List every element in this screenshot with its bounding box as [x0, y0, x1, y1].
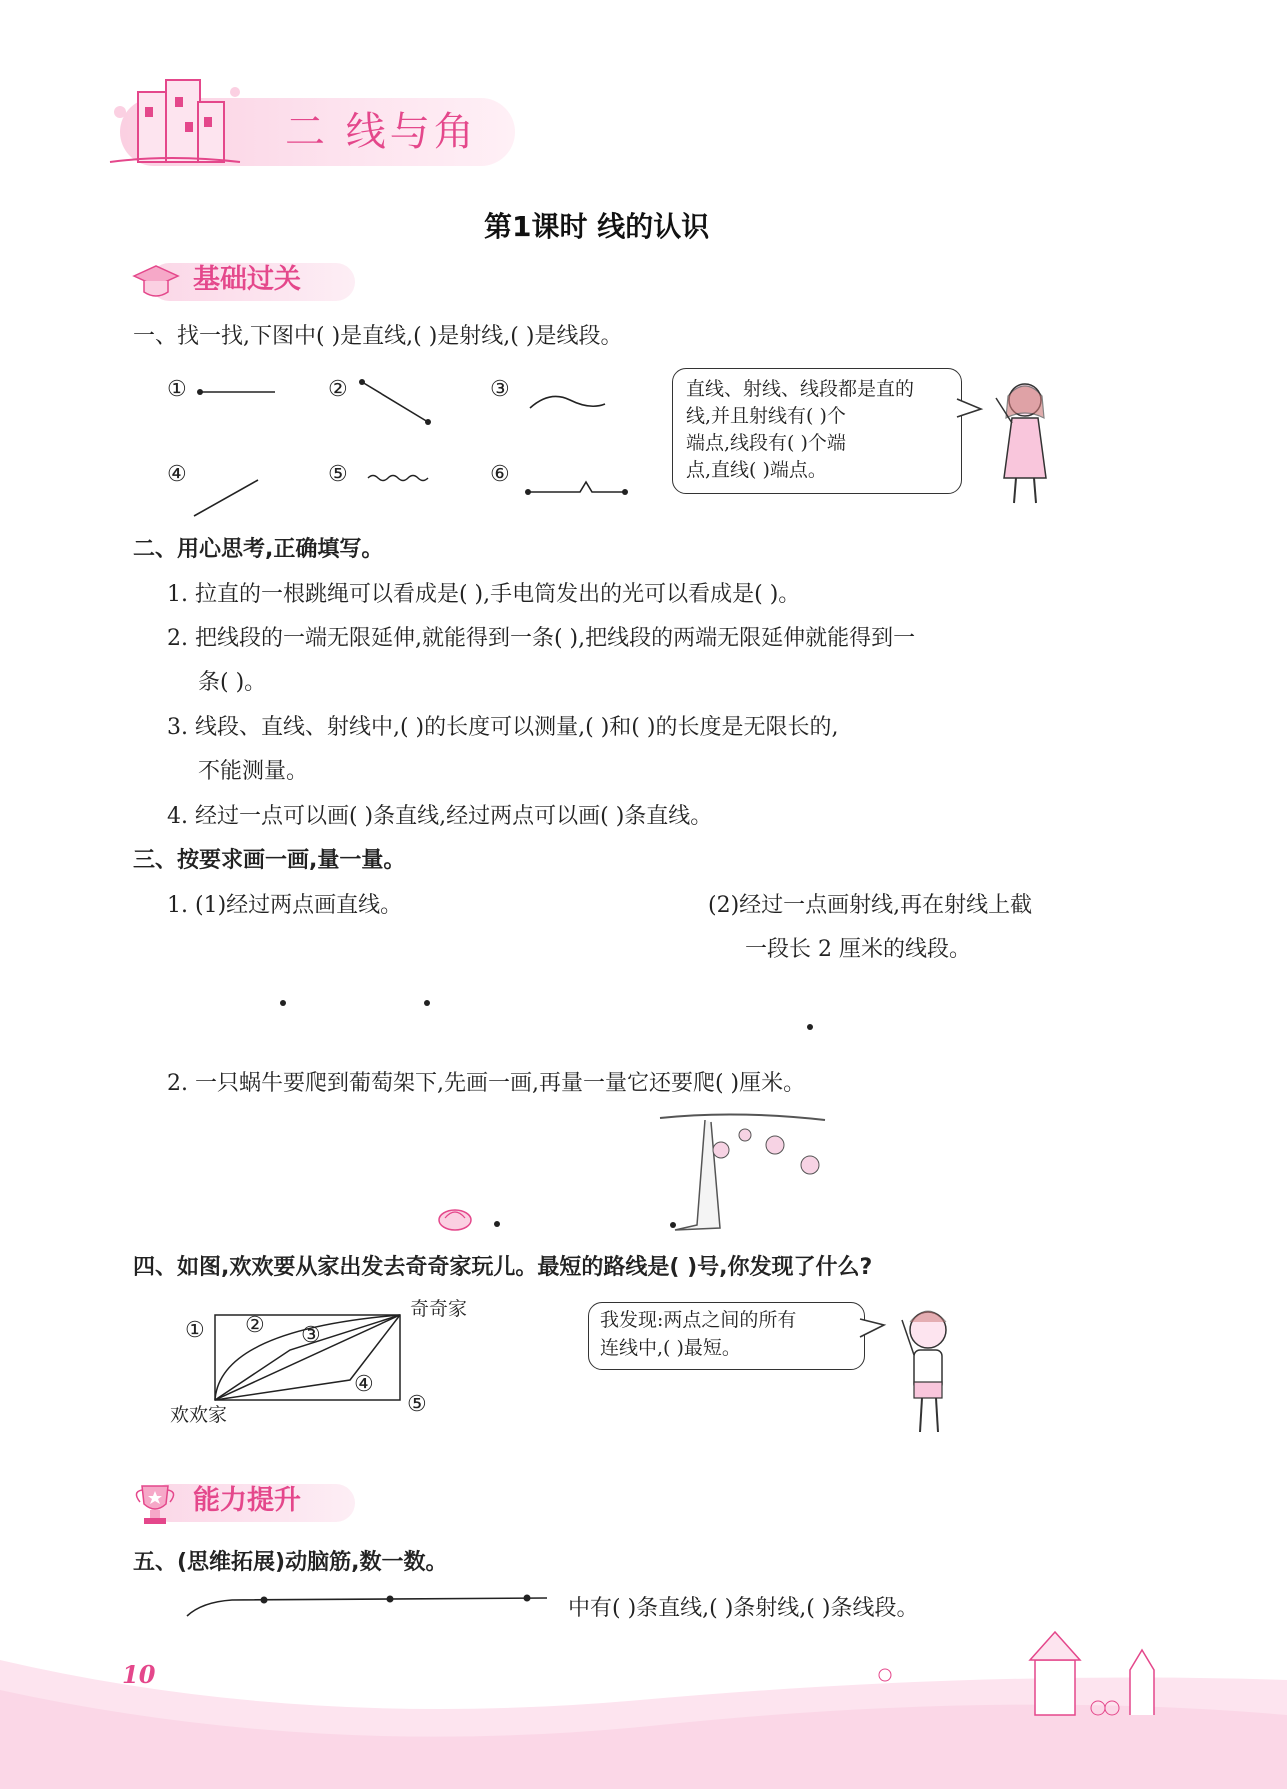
q4-route-5: ⑤: [407, 1392, 427, 1417]
q4-prompt: 四、如图,欢欢要从家出发去奇奇家玩儿。最短的路线是( )号,你发现了什么?: [133, 1255, 873, 1280]
q1-label-4: ④: [167, 462, 187, 487]
bubble-tail: [955, 395, 985, 425]
q3-item-1a: 1. (1)经过两点画直线。: [167, 893, 403, 918]
snail-and-grape-trellis: [435, 1110, 835, 1235]
bubble-tail: [858, 1315, 888, 1345]
q4-end-label: 奇奇家: [410, 1298, 468, 1320]
q2-prompt: 二、用心思考,正确填写。: [133, 537, 384, 562]
q4-route-4: ④: [354, 1372, 374, 1397]
q3-points: [270, 990, 820, 1040]
section-badge-basic: 基础过关: [193, 264, 301, 295]
q1-label-3: ③: [490, 377, 510, 402]
q4-route-1: ①: [185, 1318, 205, 1343]
q4-start-label: 欢欢家: [170, 1404, 228, 1426]
q1-hint-line-4: 点,直线( )端点。: [686, 459, 827, 481]
q2-item-3-cont: 不能测量。: [198, 759, 309, 784]
q4-route-3: ③: [301, 1323, 321, 1348]
q1-label-5: ⑤: [328, 462, 348, 487]
q2-item-2: 2. 把线段的一端无限延伸,就能得到一条( ),把线段的两端无限延伸就能得到一: [167, 626, 916, 651]
q5-prompt: 五、(思维拓展)动脑筋,数一数。: [133, 1550, 448, 1575]
q5-answer: 中有( )条直线,( )条射线,( )条线段。: [568, 1596, 919, 1621]
q1-hint-line-2: 线,并且射线有( )个: [686, 405, 846, 427]
q1-hint-line-3: 端点,线段有( )个端: [686, 432, 846, 454]
q1-prompt: 一、找一找,下图中( )是直线,( )是射线,( )是线段。: [133, 324, 623, 349]
q3-prompt: 三、按要求画一画,量一量。: [133, 848, 406, 873]
q1-hint-line-1: 直线、射线、线段都是直的: [686, 378, 915, 400]
q4-hint-line-2: 连线中,( )最短。: [600, 1337, 741, 1359]
q2-item-1: 1. 拉直的一根跳绳可以看成是( ),手电筒发出的光可以看成是( )。: [167, 582, 801, 607]
q2-item-4: 4. 经过一点可以画( )条直线,经过两点可以画( )条直线。: [167, 804, 713, 829]
section-badge-advanced: 能力提升: [193, 1485, 301, 1516]
castle-icon: [100, 62, 250, 177]
trophy-icon: [130, 1480, 180, 1528]
boy-character-icon: [890, 1300, 960, 1440]
q3-item-1b-line-2: 一段长 2 厘米的线段。: [745, 937, 971, 962]
chapter-title: 二 线与角: [285, 109, 478, 155]
q3-item-1b-line-1: (2)经过一点画射线,再在射线上截: [708, 893, 1033, 918]
q3-item-2: 2. 一只蜗牛要爬到葡萄架下,先画一画,再量一量它还要爬( )厘米。: [167, 1071, 806, 1096]
footer-decoration: [0, 1620, 1287, 1789]
q1-line-figures: [190, 370, 630, 520]
girl-character-icon: [990, 378, 1060, 513]
q5-figure: [182, 1580, 552, 1620]
graduation-cap-icon: [130, 260, 182, 304]
page-number: 10: [122, 1660, 156, 1689]
q1-label-1: ①: [167, 377, 187, 402]
lesson-title: 第1课时 线的认识: [484, 210, 710, 243]
q2-item-2-cont: 条( )。: [198, 670, 267, 695]
q1-label-6: ⑥: [490, 462, 510, 487]
q1-label-2: ②: [328, 377, 348, 402]
q4-route-2: ②: [245, 1313, 265, 1338]
q2-item-3: 3. 线段、直线、射线中,( )的长度可以测量,( )和( )的长度是无限长的,: [167, 715, 839, 740]
q4-hint-line-1: 我发现:两点之间的所有: [600, 1309, 797, 1331]
